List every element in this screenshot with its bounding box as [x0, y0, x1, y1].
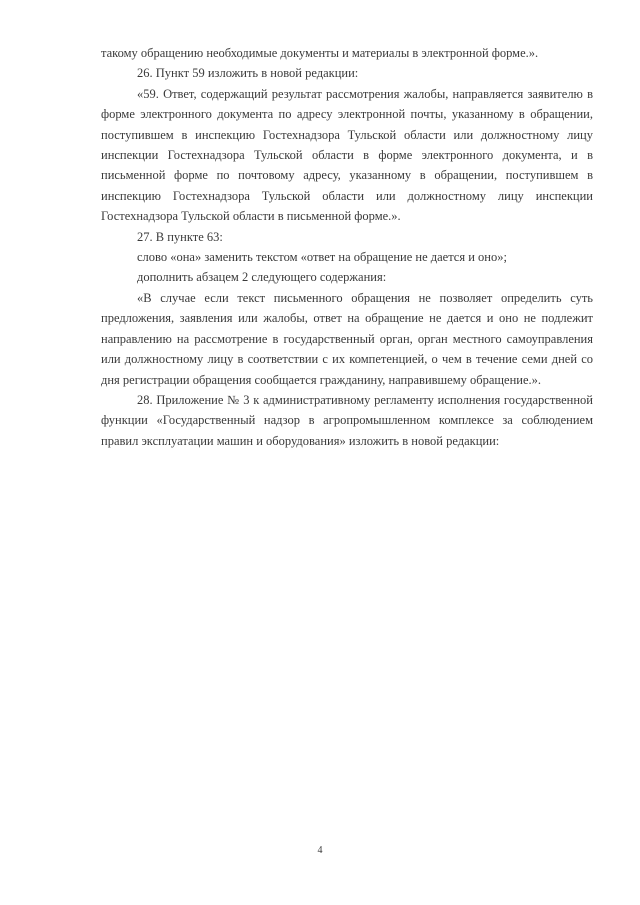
paragraph-continuation: такому обращению необходимые документы и материалы в электронной форме.». — [101, 46, 539, 60]
paragraph-item-59-text: «59. Ответ, содержащий результат рассмотрения жалобы, направляется заявителю в форме электронного документа по адресу электронной почты, указанному в обращении, поступившем в инспекцию Гостехнадзора Тульской области или должностному лицу инспекции Гостехнадзора Тульской области в форме электронного документа, и в письменной форме по почтовому адресу, указанному в обращении, поступившем в инспекцию Гостехнадзора Тульской области или должностному лицу инспекции Гостехнадзора Тульской области в письменной форме.». — [101, 86, 593, 224]
paragraph-item-63-text: «В случае если текст письменного обращения не позволяет определить суть предложения, заявления или жалобы, ответ на обращение не дается и оно не подлежит направлению на рассмотрение в государственный орган, орган местного самоуправления или должностному лицу в соответствии с их компетенцией, о чем в течение семи дней со дня регистрации обращения сообщается гражданину, направившему обращение.». — [101, 290, 593, 387]
document-body — [101, 43, 593, 451]
paragraph-item-27-replace: слово «она» заменить текстом «ответ на обращение не дается и оно»; — [137, 250, 507, 265]
paragraph-item-27: 27. В пункте 63: — [137, 229, 223, 244]
page-number: 4 — [317, 845, 323, 856]
paragraph-item-27-add: дополнить абзацем 2 следующего содержания: — [137, 270, 387, 285]
paragraph-item-26: 26. Пункт 59 изложить в новой редакции: — [137, 66, 359, 81]
paragraph-item-28: 28. Приложение № 3 к административному регламенту исполнения государственной функции «Государственный надзор в агропромышленном комплексе за соблюдением правил эксплуатации машин и оборудования» изложить в новой редакции: — [101, 392, 593, 448]
